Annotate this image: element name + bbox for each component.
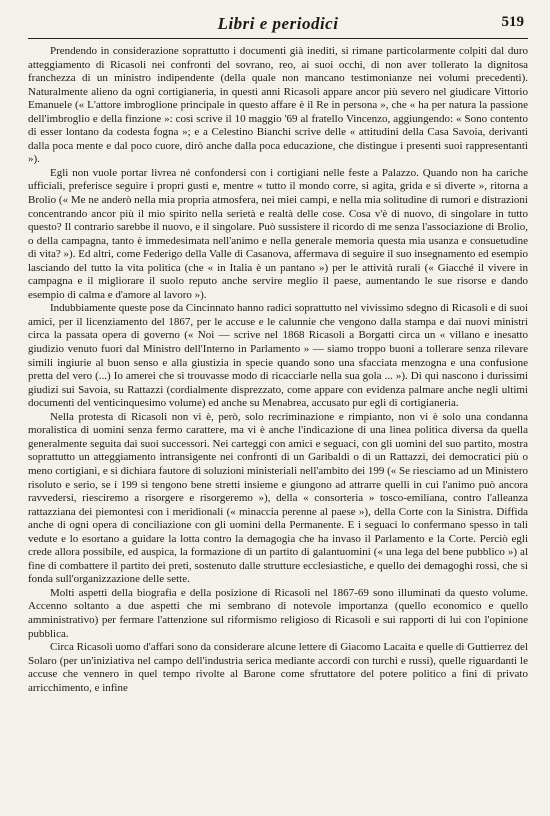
paragraph: Nella protesta di Ricasoli non vi è, però, solo recriminazione e rimpianto, non vi è solo una condanna moralistica di uomini senza fermo carattere, ma vi è anche l'indicazione di una linea politica diversa da quella generalmente seguita dai suoi successori. Nei carteggi con amici e seguaci, con gli uomini del suo partito, mostra soprattutto un atteggiamento intransigente nei confronti di un Garibaldi o di un Rattazzi, dei democratici più o meno cortigiani, e si dichiara fautore di soluzioni ministeriali nell'ambito dei 199 (« Se riesciamo ad un Ministero risoluto e serio, se i 199 si tengono bene stretti insieme e giungono ad attrarre quelli in cui l'animo può ancora ravvedersi, riesciremo a risorgere e risorgeremo »), della « consorteria » tosco-emiliana, contro l'alleanza rattazziana dei piemontesi con i meridionali (« minaccia perenne al paese »), della Corte con la Sinistra. Diffida anche di ogni opera di conciliazione con gli uomini della Permanente. E i seguaci lo confermano spesso in tali vedute e lo esortano a guidare la lotta contro la demagogia che ha invaso il Parlamento e la Corte. Perciò egli crede allora possibile, ed auspica, la formazione di un partito di galantuomini (« una lega del bene pubblico ») al fine di combattere il partito dei preti, sostenuto dalle strutture ecclesiastiche, e quello dei demagoghi rossi, che si fonda sull'organizzazione delle sette. bbox=[28, 410, 528, 586]
paragraph: Circa Ricasoli uomo d'affari sono da considerare alcune lettere di Giacomo Lacaita e quelle di Guttierrez del Solaro (per un'iniziativa nel campo dell'industria serica mediante accordi con turchi e russi), quelle riguardanti le accuse che vennero in quel tempo rivolte al Barone come sfruttatore del potere politico a fini di privato arricchimento, e infine bbox=[28, 641, 528, 694]
paragraph: Molti aspetti della biografia e della posizione di Ricasoli nel 1867-69 sono illuminati da questo volume. Accenno soltanto a due aspetti che mi sembrano di notevole importanza (quello economico e quello amministrativo) per fermare l'attenzione sul riformismo religioso di Ricasoli e sui rapporti di lui con l'opinione pubblica. bbox=[28, 586, 528, 640]
paragraph: Egli non vuole portar livrea né confondersi con i cortigiani nelle feste a Palazzo. Quando non ha cariche ufficiali, preferisce seguire i propri gusti e, mentre « tutto il mondo corre, si agita, grida e si diverte », ritorna a Brolio (« Me ne anderò nella mia propria atmosfera, nei miei campi, e nella mia solitudine di rumori e distrazioni concentrando ancor più il mio spirito nella serietà e realtà delle cose. Cosa v'è di nuovo, di singolare in tutto questo? Il contrario sarebbe il nuovo, e il singolare. Può sussistere il ricordo di me senza l'associazione di Brolio, o della campagna, tanto è immedesimata nell'animo e nella generale memoria questa mia usanza e consuetudine di vita? »). Ed altri, come Federigo della Valle di Casanova, affermava di seguire il suo insegnamento ed esempio lasciando del tutto la vita politica (che « in Italia è un pantano ») per le attività rurali (« Giacché il vivere in campagna e il migliorare il suolo reputo anche servire meglio il paese, aumentando le sue risorse e dando esempio di calma e d'amore al lavoro »). bbox=[28, 166, 528, 301]
running-header bbox=[28, 0, 528, 39]
body-text bbox=[28, 39, 528, 695]
paragraph: Indubbiamente queste pose da Cincinnato hanno radici soprattutto nel vivissimo sdegno di Ricasoli e di suoi amici, per il licenziamento del 1867, per le accuse e le calunnie che vengono dalla stampa e dai nuovi ministri circa la passata opera di governo (« Noi — scrive nel 1868 Ricasoli a Borgatti circa un « villano e inesatto giudizio venuto fuori dal Ministro dell'Interno in Parlamento » — siamo troppo buoni a tollerare senza rilevare simili ingiurie al buon senso e alla giustizia in specie quando sono una sfacciata menzogna e una confusione pretta del vero (...) Io amerei che si trouvasse modo di ricacciarle nella sua gola ... »). Di qui nascono i durissimi giudizi sui Savoia, su Rattazzi (cordialmente disprezzato, come appare con evidenza palmare anche negli ultimi documenti del venticinquesimo volume) ed anche su Menabrea, accusato pur egli di cortigianeria. bbox=[28, 302, 528, 410]
page-number: 519 bbox=[501, 14, 524, 30]
paragraph: Prendendo in considerazione soprattutto i documenti già inediti, si rimane particolarmente colpiti dal duro atteggiamento di Ricasoli nei confronti del sovrano, reo, ai suoi occhi, di non aver tollerato la dignitosa franchezza di un ministro indipendente (della quale non mancano testimonianze nei volumi precedenti). Naturalmente alieno da ogni cortigianeria, in questi anni Ricasoli appare ancor più severo nel giudicare Vittorio Emanuele (« L'attore imbroglione principale in questo affare è il Re in persona », che « ha per natura la passione dell'imbroglio e della finzione »: così scrive il 10 maggio '69 al fratello Vincenzo, aggiungendo: « Sono contento di esser lontano da codesta fogna »; e a Celestino Bianchi scrive delle « attitudini della Casa Savoia, derivanti dalla poca mente e dal poco cuore, dirò anche dalla poca educazione, che distingue i presenti suoi rappresentanti »). bbox=[28, 45, 528, 166]
running-title: Libri e periodici bbox=[217, 14, 339, 33]
